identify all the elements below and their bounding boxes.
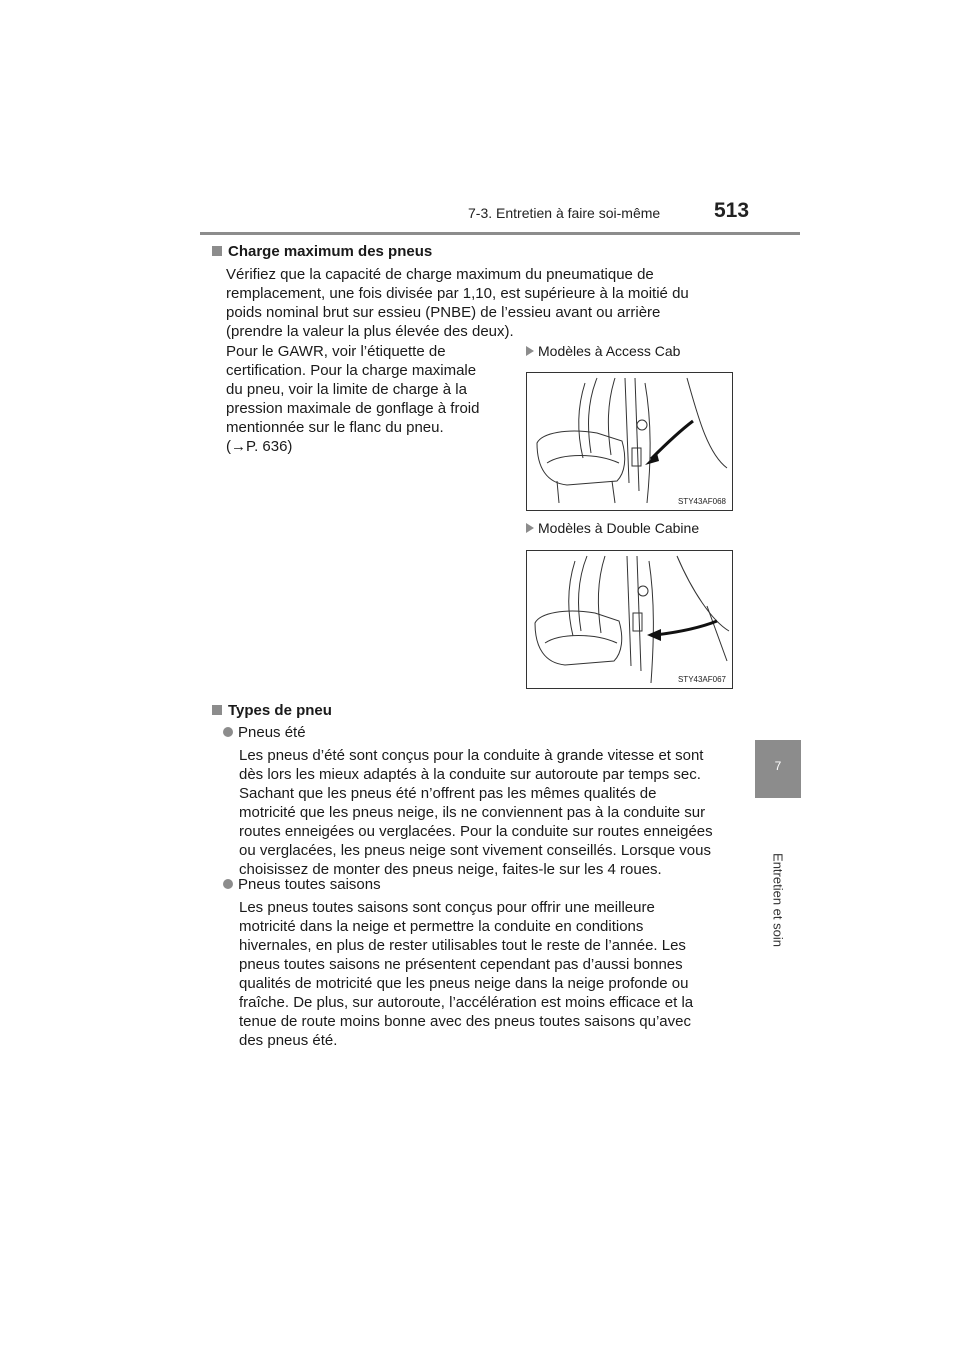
figure-label-access-cab <box>526 343 680 359</box>
bullet-summer <box>223 724 306 741</box>
figure-code: STY43AF067 <box>677 675 726 684</box>
page-number: 513 <box>714 199 750 222</box>
text-line: fraîche. De plus, sur autoroute, l’accélération est moins efficace et la <box>239 994 694 1011</box>
text-line: poids nominal brut sur essieu (PNBE) de l’essieu avant ou arrière <box>226 304 661 321</box>
text-line: motricité dans la neige et permettre la conduite en conditions <box>239 918 644 935</box>
square-bullet-icon <box>212 705 222 715</box>
all-season-paragraph <box>239 898 744 1050</box>
text-line: remplacement, une fois divisée par 1,10, est supérieure à la moitié du <box>226 285 689 302</box>
text-line: routes enneigées ou verglacées. Pour la conduite sur routes enneigées <box>239 823 713 840</box>
seat-label-illustration <box>527 373 732 510</box>
text-line: certification. Pour la charge maximale <box>226 362 477 379</box>
section-title: 7-3. Entretien à faire soi-même <box>468 205 661 221</box>
text-line: du pneu, voir la limite de charge à la <box>226 381 467 398</box>
text-line: tenue de route moins bonne avec des pneus toutes saisons qu’avec <box>239 1013 691 1030</box>
text-line: dès lors les mieux adaptés à la conduite sur autoroute par temps sec. <box>239 766 701 783</box>
types-heading-text: Types de pneu <box>228 702 332 719</box>
figure-label-text: Modèles à Double Cabine <box>538 520 700 536</box>
text-line: Vérifiez que la capacité de charge maximum du pneumatique de <box>226 266 654 283</box>
figure-code: STY43AF068 <box>677 497 726 506</box>
chapter-title: Entretien et soin <box>770 853 786 947</box>
triangle-bullet-icon <box>526 346 534 356</box>
text-line: ou verglacées, les pneus neige sont vivement conseillés. Lorsque vous <box>239 842 711 859</box>
figure-access-cab <box>526 372 733 511</box>
summer-paragraph <box>239 746 744 879</box>
circle-bullet-icon <box>223 727 233 737</box>
text-line: Pour le GAWR, voir l’étiquette de <box>226 343 446 360</box>
gawr-paragraph <box>226 342 505 456</box>
text-line: motricité que les pneus neige, ils ne conviennent pas à la conduite sur <box>239 804 706 821</box>
text-line: (→P. 636) <box>226 438 293 455</box>
chapter-number: 7 <box>774 759 782 773</box>
seat-label-illustration <box>527 551 732 688</box>
text-line: (prendre la valeur la plus élevée des deux). <box>226 323 514 340</box>
header-rule <box>200 232 800 235</box>
types-heading <box>212 702 332 719</box>
bullet-title: Pneus toutes saisons <box>238 876 381 893</box>
text-line: qualités de motricité que les pneus neige dans la neige profonde ou <box>239 975 689 992</box>
text-line: Sachant que les pneus été n’offrent pas les mêmes qualités de <box>239 785 657 802</box>
load-heading <box>212 243 432 260</box>
text-line: Les pneus d’été sont conçus pour la conduite à grande vitesse et sont <box>239 747 704 764</box>
bullet-all-season <box>223 876 381 893</box>
figure-double-cabine <box>526 550 733 689</box>
text-line: hivernales, en plus de rester utilisables tout le reste de l’année. Les <box>239 937 686 954</box>
bullet-title: Pneus été <box>238 724 306 741</box>
circle-bullet-icon <box>223 879 233 889</box>
text-line: Les pneus toutes saisons sont conçus pour offrir une meilleure <box>239 899 655 916</box>
text-line: pression maximale de gonflage à froid <box>226 400 480 417</box>
text-line: mentionnée sur le flanc du pneu. <box>226 419 444 436</box>
load-heading-text: Charge maximum des pneus <box>228 243 433 260</box>
text-line: des pneus été. <box>239 1032 338 1049</box>
triangle-bullet-icon <box>526 523 534 533</box>
text-line: pneus toutes saisons ne présentent cependant pas d’aussi bonnes <box>239 956 683 973</box>
text-line: choisissez de monter des pneus neige, faites-le sur les 4 roues. <box>239 861 662 878</box>
figure-label-double-cabine <box>526 520 699 536</box>
chapter-tab <box>755 740 801 798</box>
figure-label-text: Modèles à Access Cab <box>538 343 681 359</box>
load-paragraph <box>226 265 744 341</box>
square-bullet-icon <box>212 246 222 256</box>
